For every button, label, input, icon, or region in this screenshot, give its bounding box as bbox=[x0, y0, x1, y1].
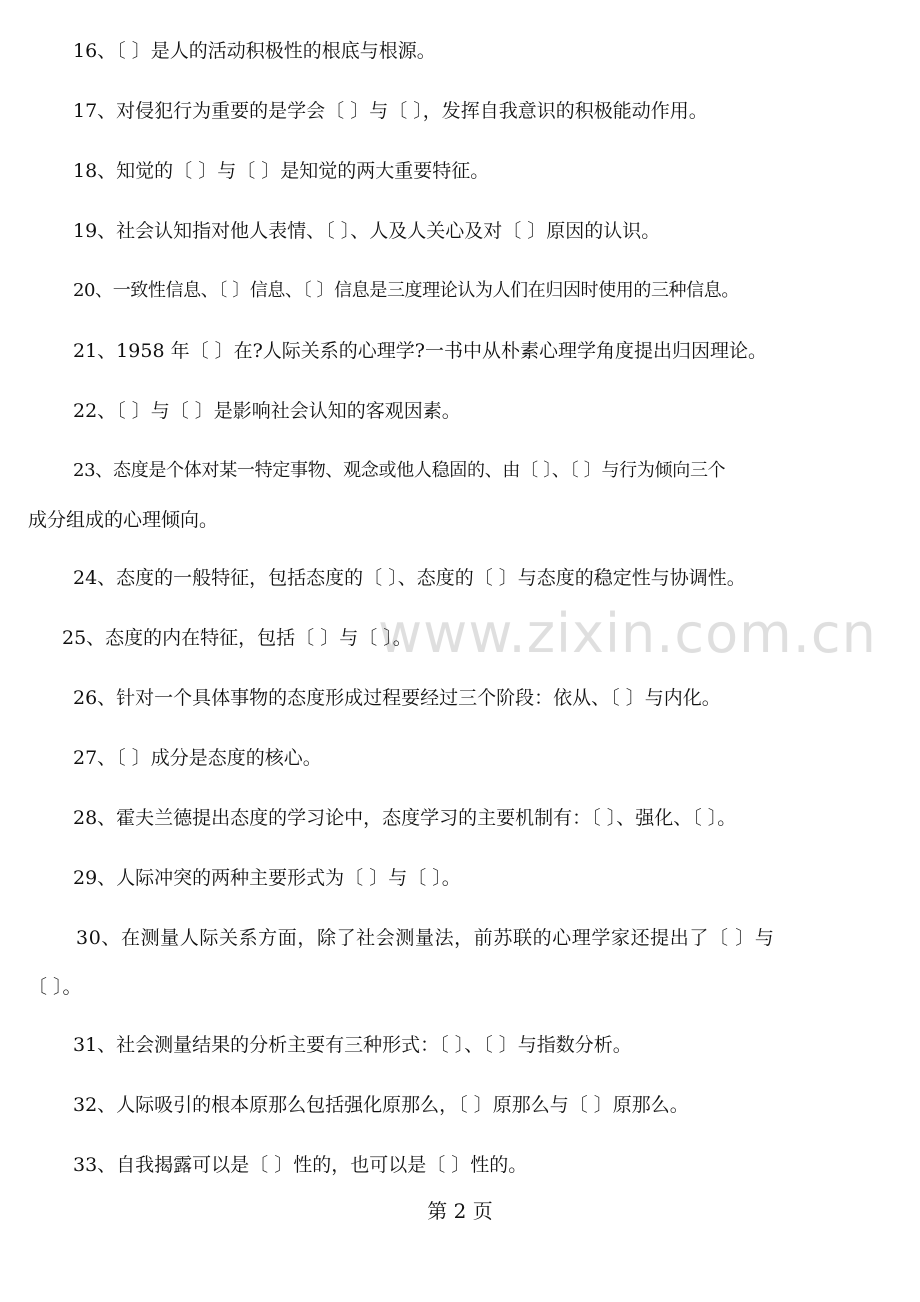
question-23-continuation: 成分组成的心理倾向。 bbox=[28, 509, 219, 531]
question-22: 22、〔 〕与〔 〕是影响社会认知的客观因素。 bbox=[73, 400, 461, 422]
question-21: 21、1958 年〔 〕在?人际关系的心理学?一书中从朴素心理学角度提出归因理论。 bbox=[73, 340, 767, 362]
question-24: 24、态度的一般特征，包括态度的〔 〕、态度的〔 〕与态度的稳定性与协调性。 bbox=[73, 567, 746, 589]
question-17: 17、对侵犯行为重要的是学会〔 〕与〔 〕，发挥自我意识的积极能动作用。 bbox=[73, 100, 708, 122]
question-16: 16、〔 〕是人的活动积极性的根底与根源。 bbox=[73, 40, 436, 62]
question-20: 20、一致性信息、〔 〕信息、〔 〕信息是三度理论认为人们在归因时使用的三种信息。 bbox=[73, 280, 739, 301]
question-23: 23、态度是个体对某一特定事物、观念或他人稳固的、由〔 〕、〔 〕与行为倾向三个 bbox=[73, 460, 726, 481]
question-33: 33、自我揭露可以是〔 〕性的，也可以是〔 〕性的。 bbox=[73, 1154, 528, 1176]
question-30: 30、在测量人际关系方面，除了社会测量法，前苏联的心理学家还提出了〔 〕与 bbox=[76, 927, 775, 949]
question-19: 19、社会认知指对他人表情、〔 〕、人及人关心及对〔 〕原因的认识。 bbox=[73, 220, 661, 242]
question-32: 32、人际吸引的根本原那么包括强化原那么，〔 〕原那么与〔 〕原那么。 bbox=[73, 1094, 689, 1116]
page-number-footer: 第 2 页 bbox=[427, 1199, 493, 1223]
watermark: www.zixin.com.cn bbox=[378, 602, 877, 665]
question-29: 29、人际冲突的两种主要形式为〔 〕与〔 〕。 bbox=[73, 867, 461, 889]
question-28: 28、霍夫兰德提出态度的学习论中，态度学习的主要机制有：〔 〕、强化、〔 〕。 bbox=[73, 807, 737, 829]
question-27: 27、〔 〕成分是态度的核心。 bbox=[73, 747, 322, 769]
question-31: 31、社会测量结果的分析主要有三种形式：〔 〕、〔 〕与指数分析。 bbox=[73, 1034, 632, 1056]
question-26: 26、针对一个具体事物的态度形成过程要经过三个阶段：依从、〔 〕与内化。 bbox=[73, 687, 721, 709]
question-18: 18、知觉的〔 〕与〔 〕是知觉的两大重要特征。 bbox=[73, 160, 490, 182]
question-30-continuation: 〔 〕。 bbox=[28, 976, 82, 998]
question-25: 25、态度的内在特征，包括〔 〕与〔 〕。 bbox=[62, 627, 412, 649]
